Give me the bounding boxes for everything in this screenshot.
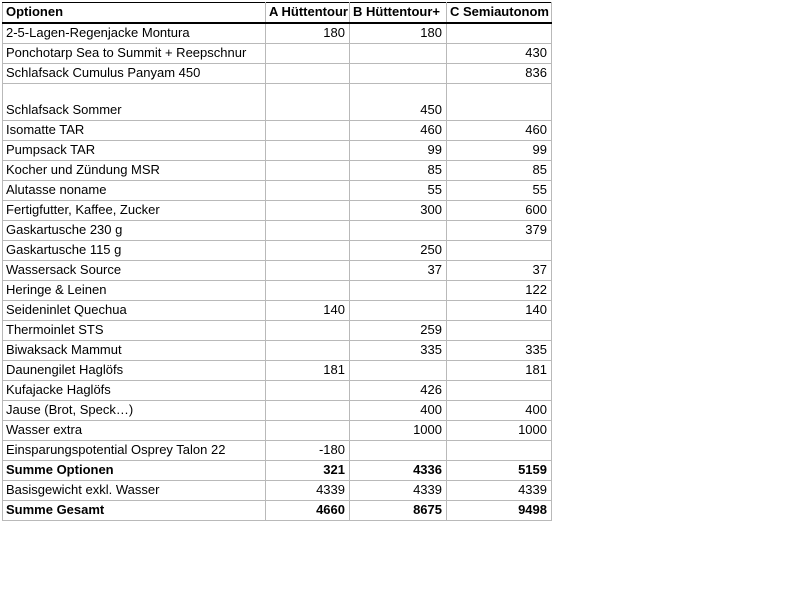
value-cell-b[interactable] [350,280,447,300]
row-label-cell[interactable]: Kufajacke Haglöfs [3,380,266,400]
row-label-cell[interactable]: Isomatte TAR [3,120,266,140]
value-cell-b[interactable]: 335 [350,340,447,360]
value-cell-b[interactable]: 55 [350,180,447,200]
value-cell-c[interactable] [447,83,552,120]
row-label-cell[interactable]: Summe Gesamt [3,500,266,520]
table-row [3,180,552,200]
spreadsheet-table-container [2,2,552,521]
row-label-cell[interactable]: Heringe & Leinen [3,280,266,300]
value-cell-b[interactable]: 4339 [350,480,447,500]
value-cell-c[interactable]: 9498 [447,500,552,520]
table-row [3,400,552,420]
value-cell-b[interactable]: 4336 [350,460,447,480]
value-cell-c[interactable]: 5159 [447,460,552,480]
row-label-cell[interactable]: Jause (Brot, Speck…) [3,400,266,420]
value-cell-b[interactable] [350,63,447,83]
value-cell-c[interactable] [447,23,552,43]
table-row [3,320,552,340]
value-cell-c[interactable]: 181 [447,360,552,380]
value-cell-c[interactable]: 85 [447,160,552,180]
value-cell-c[interactable]: 335 [447,340,552,360]
value-cell-b[interactable]: 1000 [350,420,447,440]
row-label-cell[interactable]: Summe Optionen [3,460,266,480]
table-row [3,240,552,260]
row-label-cell[interactable]: Einsparungspotential Osprey Talon 22 [3,440,266,460]
table-row [3,43,552,63]
value-cell-a[interactable] [266,340,350,360]
table-row [3,120,552,140]
row-label-cell[interactable]: Schlafsack Sommer [3,83,266,120]
value-cell-a[interactable] [266,83,350,120]
value-cell-b[interactable]: 259 [350,320,447,340]
value-cell-a[interactable] [266,280,350,300]
table-row [3,280,552,300]
value-cell-c[interactable]: 37 [447,260,552,280]
value-cell-b[interactable]: 460 [350,120,447,140]
value-cell-b[interactable]: 250 [350,240,447,260]
value-cell-a[interactable] [266,260,350,280]
value-cell-a[interactable]: 180 [266,23,350,43]
value-cell-b[interactable]: 450 [350,83,447,120]
row-label-cell[interactable]: Daunengilet Haglöfs [3,360,266,380]
value-cell-a[interactable]: 140 [266,300,350,320]
value-cell-c[interactable] [447,380,552,400]
value-cell-c[interactable]: 379 [447,220,552,240]
row-label-cell[interactable]: Seideninlet Quechua [3,300,266,320]
table-row [3,420,552,440]
value-cell-a[interactable] [266,420,350,440]
header-cell-b-huettentour-plus[interactable]: B Hüttentour+ [350,3,447,24]
header-cell-a-huettentour[interactable]: A Hüttentour [266,3,350,24]
value-cell-c[interactable]: 460 [447,120,552,140]
table-row [3,460,552,480]
row-label-cell[interactable]: Gaskartusche 115 g [3,240,266,260]
row-label-cell[interactable]: Wassersack Source [3,260,266,280]
table-row [3,140,552,160]
table-row [3,220,552,240]
table-body [3,23,552,520]
value-cell-c[interactable]: 99 [447,140,552,160]
table-row [3,300,552,320]
row-label-cell[interactable]: Gaskartusche 230 g [3,220,266,240]
value-cell-a[interactable] [266,220,350,240]
value-cell-b[interactable]: 300 [350,200,447,220]
value-cell-c[interactable]: 1000 [447,420,552,440]
value-cell-c[interactable]: 140 [447,300,552,320]
value-cell-b[interactable] [350,300,447,320]
value-cell-c[interactable]: 4339 [447,480,552,500]
header-row [3,3,552,24]
value-cell-c[interactable] [447,240,552,260]
table-row [3,480,552,500]
row-label-cell[interactable]: Ponchotarp Sea to Summit + Reepschnur [3,43,266,63]
value-cell-a[interactable] [266,180,350,200]
value-cell-a[interactable] [266,400,350,420]
row-label-cell[interactable]: 2-5-Lagen-Regenjacke Montura [3,23,266,43]
value-cell-b[interactable] [350,360,447,380]
value-cell-a[interactable] [266,160,350,180]
value-cell-c[interactable]: 430 [447,43,552,63]
value-cell-a[interactable] [266,43,350,63]
row-label-cell[interactable]: Alutasse noname [3,180,266,200]
value-cell-c[interactable]: 836 [447,63,552,83]
table-row [3,340,552,360]
row-label-cell[interactable]: Basisgewicht exkl. Wasser [3,480,266,500]
table-row [3,360,552,380]
table-row [3,160,552,180]
value-cell-c[interactable]: 400 [447,400,552,420]
value-cell-b[interactable]: 426 [350,380,447,400]
value-cell-a[interactable]: 181 [266,360,350,380]
value-cell-b[interactable] [350,220,447,240]
value-cell-b[interactable]: 400 [350,400,447,420]
value-cell-a[interactable] [266,200,350,220]
table-row [3,500,552,520]
value-cell-a[interactable] [266,120,350,140]
row-label-cell[interactable]: Schlafsack Cumulus Panyam 450 [3,63,266,83]
value-cell-b[interactable]: 8675 [350,500,447,520]
table-row [3,440,552,460]
value-cell-a[interactable] [266,380,350,400]
value-cell-a[interactable] [266,320,350,340]
table-row [3,380,552,400]
row-label-cell[interactable]: Thermoinlet STS [3,320,266,340]
options-weight-table [2,2,552,521]
row-label-cell[interactable]: Kocher und Zündung MSR [3,160,266,180]
table-row [3,260,552,280]
table-row [3,63,552,83]
value-cell-b[interactable] [350,43,447,63]
value-cell-b[interactable]: 85 [350,160,447,180]
value-cell-c[interactable]: 600 [447,200,552,220]
row-label-cell[interactable]: Biwaksack Mammut [3,340,266,360]
value-cell-c[interactable] [447,440,552,460]
value-cell-a[interactable] [266,63,350,83]
value-cell-b[interactable]: 99 [350,140,447,160]
value-cell-a[interactable]: 4660 [266,500,350,520]
value-cell-a[interactable]: 4339 [266,480,350,500]
header-cell-optionen[interactable]: Optionen [3,3,266,24]
value-cell-c[interactable]: 55 [447,180,552,200]
value-cell-b[interactable]: 37 [350,260,447,280]
value-cell-a[interactable] [266,240,350,260]
value-cell-a[interactable]: 321 [266,460,350,480]
row-label-cell[interactable]: Fertigfutter, Kaffee, Zucker [3,200,266,220]
value-cell-c[interactable]: 122 [447,280,552,300]
table-row [3,83,552,120]
value-cell-a[interactable]: -180 [266,440,350,460]
row-label-cell[interactable]: Wasser extra [3,420,266,440]
value-cell-b[interactable]: 180 [350,23,447,43]
table-row [3,23,552,43]
value-cell-a[interactable] [266,140,350,160]
value-cell-b[interactable] [350,440,447,460]
value-cell-c[interactable] [447,320,552,340]
table-row [3,200,552,220]
row-label-cell[interactable]: Pumpsack TAR [3,140,266,160]
header-cell-c-semiautonom[interactable]: C Semiautonom [447,3,552,24]
